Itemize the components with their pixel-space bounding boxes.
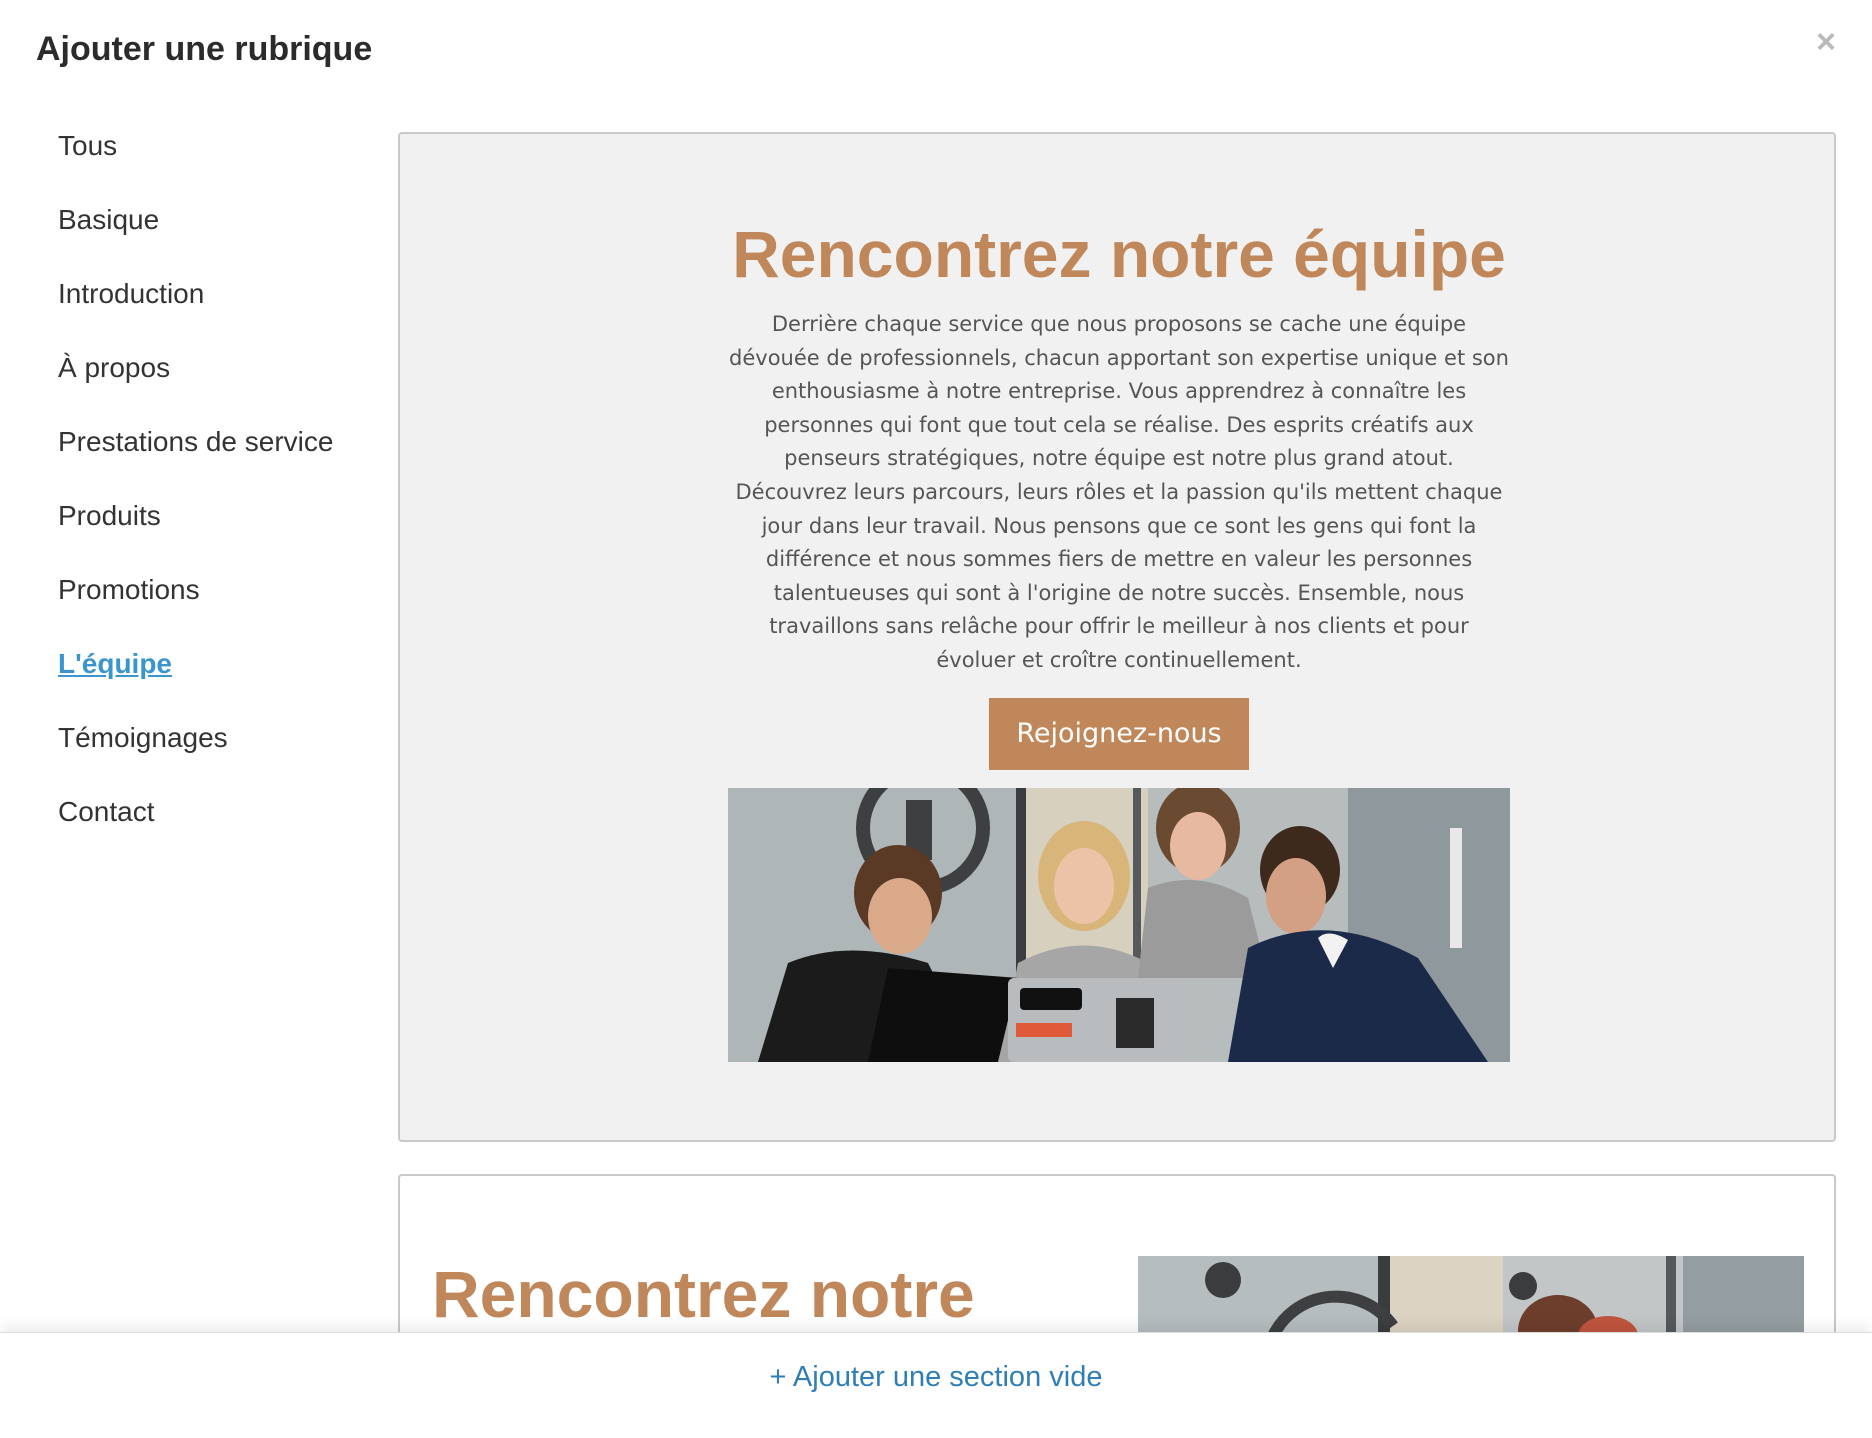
template-heading: Rencontrez notre: [432, 1257, 975, 1331]
sidebar-item-contact[interactable]: Contact: [58, 796, 155, 827]
template-preview-list[interactable]: [398, 132, 1836, 1332]
category-sidebar: [58, 125, 378, 865]
sidebar-item-basique[interactable]: Basique: [58, 204, 160, 235]
join-us-button: Rejoignez-nous: [989, 698, 1248, 770]
team-photo: [1138, 1256, 1804, 1332]
sidebar-item-equipe[interactable]: L'équipe: [58, 648, 172, 679]
modal-title: Ajouter une rubrique: [36, 30, 373, 68]
sidebar-item-tous[interactable]: Tous: [58, 130, 118, 161]
sidebar-item-a-propos[interactable]: À propos: [58, 352, 171, 383]
template-body-text: Derrière chaque service que nous proposons se cache une équipe dévouée de professionnels, chacun apportant son expertise unique et son enthousiasme à notre entreprise. Vous apprendrez à connaître les personnes qui font que tout cela se réalise. Des esprits créatifs aux penseurs stratégiques, notre équipe est notre plus grand atout. Découvrez leurs parcours, leurs rôles et la passion qu'ils mettent chaque jour dans leur travail. Nous pensons que ce sont les gens qui font la différence et nous sommes fiers de mettre en valeur les personnes talentueuses qui sont à l'origine de notre succès. Ensemble, nous travaillons sans relâche pour offrir le meilleur à nos clients et pour évoluer et croître continuellement.: [729, 312, 1509, 672]
team-photo: [728, 788, 1510, 1062]
template-heading: Rencontrez notre équipe: [732, 217, 1506, 291]
sidebar-item-produits[interactable]: Produits: [58, 500, 161, 531]
template-card-team-centered[interactable]: [398, 132, 1836, 1142]
modal-footer: [0, 1332, 1872, 1438]
close-icon[interactable]: ×: [1816, 23, 1836, 61]
sidebar-item-prestations[interactable]: Prestations de service: [58, 426, 334, 457]
sidebar-item-temoignages[interactable]: Témoignages: [58, 722, 228, 753]
template-content: [728, 214, 1510, 770]
template-card-team-split[interactable]: [398, 1174, 1836, 1332]
sidebar-item-introduction[interactable]: Introduction: [58, 278, 205, 309]
add-empty-section-button[interactable]: + Ajouter une section vide: [769, 1361, 1103, 1393]
sidebar-item-promotions[interactable]: Promotions: [58, 574, 200, 605]
